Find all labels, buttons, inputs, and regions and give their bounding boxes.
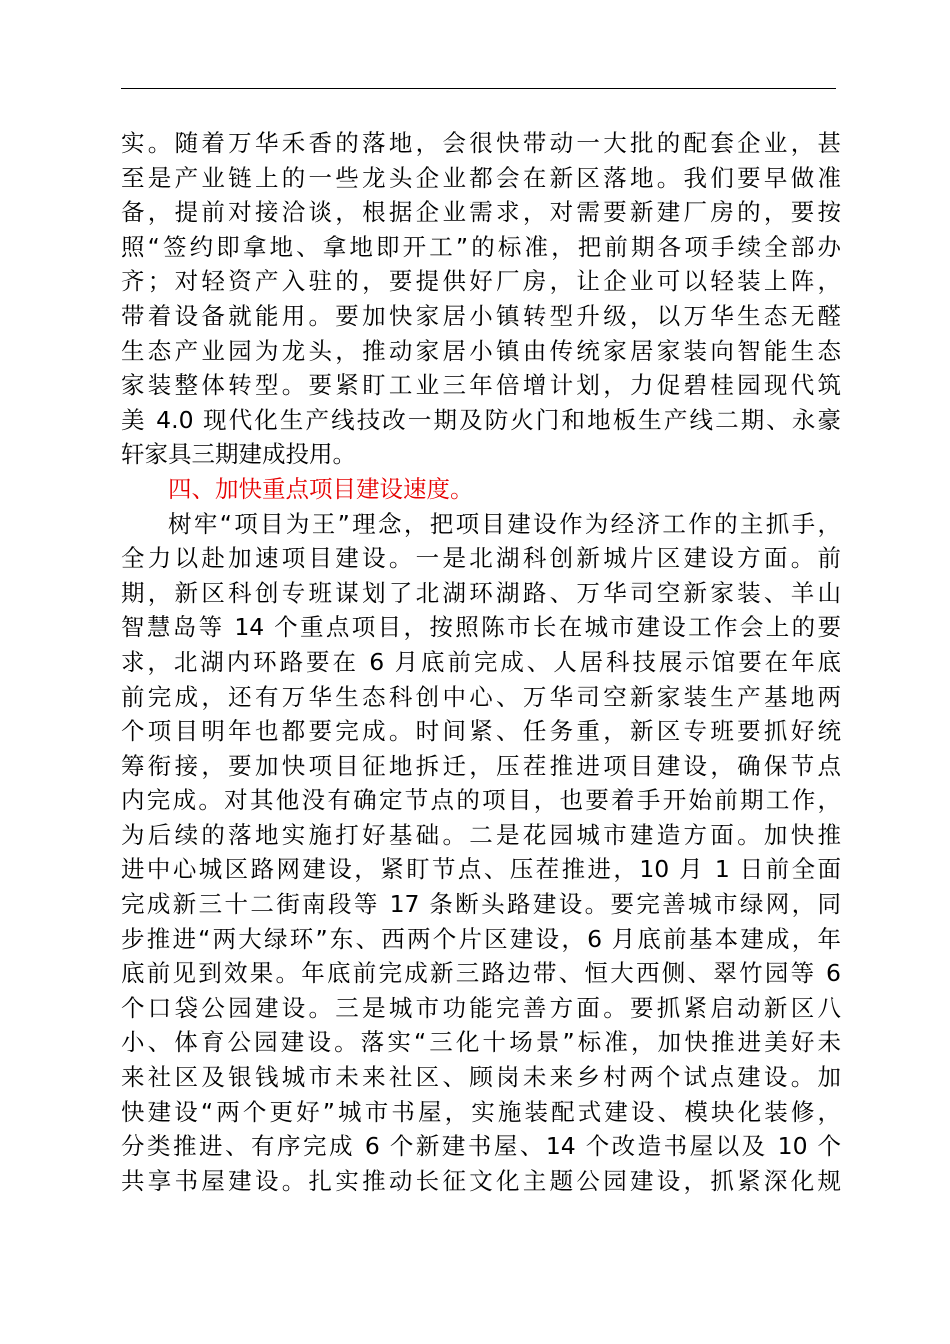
text-line: 齐；对轻资产入驻的，要提供好厂房，让企业可以轻装上阵，: [121, 267, 841, 296]
paragraph-2: [121, 507, 841, 1199]
document-body: [121, 126, 841, 1198]
text-line: 快建设“两个更好”城市书屋，实施装配式建设、模块化装修，: [121, 1097, 841, 1126]
text-line: 个口袋公园建设。三是城市功能完善方面。要抓紧启动新区八: [121, 993, 841, 1022]
header-rule: [121, 88, 836, 89]
text-line: 求，北湖内环路要在 6 月底前完成、人居科技展示馆要在年底: [121, 647, 841, 676]
section-heading: 四、加快重点项目建设速度。: [168, 474, 474, 503]
text-line: 来社区及银钱城市未来社区、顾岗未来乡村两个试点建设。加: [121, 1063, 841, 1092]
text-line: 至是产业链上的一些龙头企业都会在新区落地。我们要早做准: [121, 163, 841, 192]
text-line: 完成新三十二街南段等 17 条断头路建设。要完善城市绿网，同: [121, 890, 841, 919]
text-line: 生态产业园为龙头，推动家居小镇由传统家居家装向智能生态: [121, 336, 841, 365]
text-line: 分类推进、有序完成 6 个新建书屋、14 个改造书屋以及 10 个: [121, 1132, 841, 1161]
text-line: 共享书屋建设。扎实推动长征文化主题公园建设，抓紧深化规: [121, 1166, 841, 1195]
text-line: 智慧岛等 14 个重点项目，按照陈市长在城市建设工作会上的要: [121, 613, 841, 642]
text-line: 备，提前对接洽谈，根据企业需求，对需要新建厂房的，要按: [121, 198, 841, 227]
paragraph-1: [121, 126, 841, 472]
text-line: 轩家具三期建成投用。: [121, 440, 356, 469]
text-line: 全力以赴加速项目建设。一是北湖科创新城片区建设方面。前: [121, 544, 841, 573]
text-line: 带着设备就能用。要加快家居小镇转型升级，以万华生态无醛: [121, 301, 841, 330]
text-line: 美 4.0 现代化生产线技改一期及防火门和地板生产线二期、永豪: [121, 405, 841, 434]
text-line: 照“签约即拿地、拿地即开工”的标准，把前期各项手续全部办: [121, 232, 841, 261]
text-line: 进中心城区路网建设，紧盯节点、压茬推进，10 月 1 日前全面: [121, 855, 841, 884]
text-line: 小、体育公园建设。落实“三化十场景”标准，加快推进美好未: [121, 1028, 841, 1057]
text-line: 内完成。对其他没有确定节点的项目，也要着手开始前期工作，: [121, 786, 841, 815]
text-line: 底前见到效果。年底前完成新三路边带、恒大西侧、翠竹园等 6: [121, 959, 841, 988]
text-line: 家装整体转型。要紧盯工业三年倍增计划，力促碧桂园现代筑: [121, 371, 841, 400]
text-line: 期，新区科创专班谋划了北湖环湖路、万华司空新家装、羊山: [121, 578, 841, 607]
text-line: 为后续的落地实施打好基础。二是花园城市建造方面。加快推: [121, 820, 841, 849]
text-line: 实。随着万华禾香的落地，会很快带动一大批的配套企业，甚: [121, 129, 841, 157]
text-line: 前完成，还有万华生态科创中心、万华司空新家装生产基地两: [121, 682, 841, 711]
text-line: 个项目明年也都要完成。时间紧、任务重，新区专班要抓好统: [121, 717, 841, 746]
text-line: 筹衔接，要加快项目征地拆迁，压茬推进项目建设，确保节点: [121, 751, 841, 780]
text-line: 步推进“两大绿环”东、西两个片区建设，6 月底前基本建成，年: [121, 924, 841, 953]
text-line: 树牢“项目为王”理念，把项目建设作为经济工作的主抓手，: [168, 509, 841, 538]
